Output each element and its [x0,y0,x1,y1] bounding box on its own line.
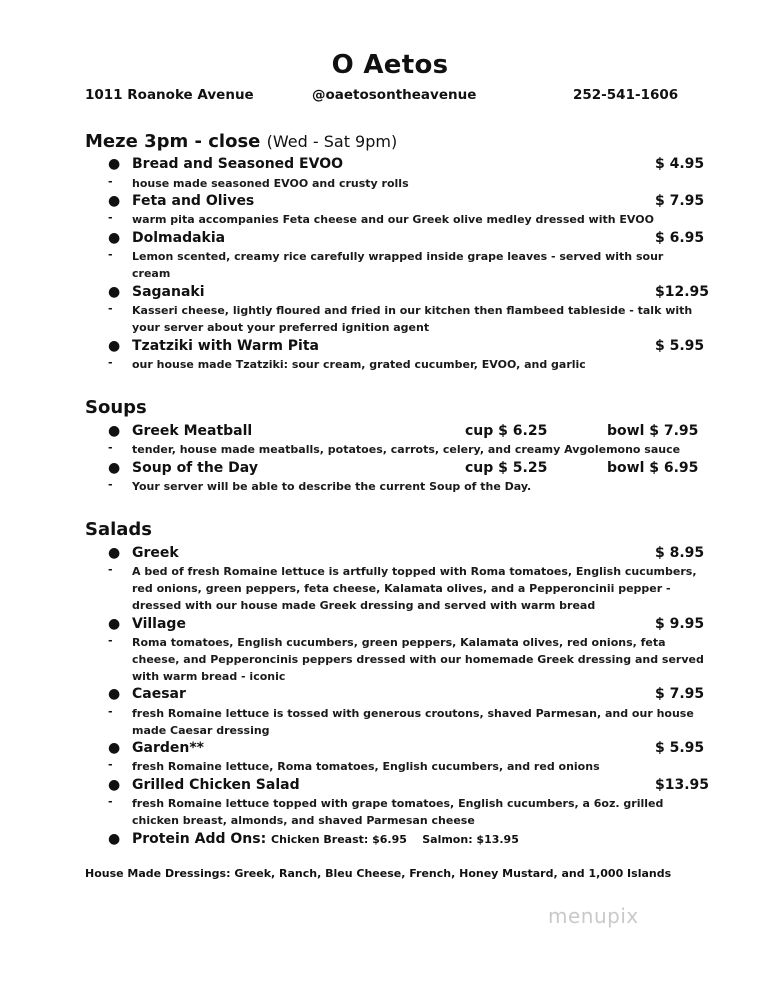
dash-icon: - [108,441,113,454]
cup-price: cup $ 6.25 [465,423,548,439]
address: 1011 Roanoke Avenue [85,87,254,103]
description-text: Roma tomatoes, English cucumbers, green peppers, Kalamata olives, red onions, feta cheese, and Pepperoncinis peppers dressed with our homemade Greek dressing and served with warm bread - iconic [132,636,704,683]
bullet-icon: ● [108,616,121,632]
menu-title: O Aetos [331,50,449,80]
item-price: $ 6.95 [655,230,705,246]
item-price: $13.95 [655,777,710,793]
item-name: Greek Meatball [132,423,253,439]
bullet-icon: ● [108,338,121,354]
add-ons-prices: Chicken Breast: $6.95 Salmon: $13.95 [271,833,519,846]
item-name: Garden** [132,740,204,756]
dash-icon: - [108,302,113,315]
item-name: Village [132,616,186,632]
dash-icon: - [108,248,113,261]
description-text: A bed of fresh Romaine lettuce is artfully topped with Roma tomatoes, English cucumbers, red onions, green peppers, feta cheese, Kalamata olives, and a Pepperoncinii pepper - dressed with our house made Greek dressing and served with warm bread [132,565,697,612]
bullet-icon: ● [108,284,121,300]
description-text: Kasseri cheese, lightly floured and fried in our kitchen then flambeed tableside - talk with your server about your preferred ignition agent [132,304,693,334]
description-text: warm pita accompanies Feta cheese and our Greek olive medley dressed with EVOO [132,213,654,226]
item-name: Feta and Olives [132,193,255,209]
item-name: Dolmadakia [132,230,226,246]
bowl-price: bowl $ 7.95 [607,423,699,439]
bullet-icon: ● [108,740,121,756]
meze-hours: (Wed - Sat 9pm) [266,132,398,151]
bullet-icon: ● [108,423,121,439]
item-name: Tzatziki with Warm Pita [132,338,319,354]
item-price: $ 9.95 [655,616,705,632]
meze-heading: Meze 3pm - close [85,131,261,152]
section-heading-meze [85,131,397,152]
dash-icon: - [108,211,113,224]
dash-icon: - [108,634,113,647]
item-name: Soup of the Day [132,460,258,476]
watermark-logo: menupix [548,904,639,928]
item-price: $ 8.95 [655,545,705,561]
social-handle: @oaetosontheavenue [312,87,477,103]
bullet-icon: ● [108,545,121,561]
add-ons-line [132,831,519,847]
bullet-icon: ● [108,156,121,172]
add-ons-label: Protein Add Ons: [132,831,267,847]
bowl-price: bowl $ 6.95 [607,460,699,476]
bullet-icon: ● [108,686,121,702]
item-price: $ 7.95 [655,686,705,702]
bullet-icon: ● [108,777,121,793]
description-text: fresh Romaine lettuce topped with grape tomatoes, English cucumbers, a 6oz. grilled chicken breast, almonds, and shaved Parmesan cheese [132,797,664,827]
bullet-icon: ● [108,230,121,246]
house-dressings-note: House Made Dressings: Greek, Ranch, Bleu Cheese, French, Honey Mustard, and 1,000 Islands [85,867,672,880]
section-heading-soups: Soups [85,397,147,418]
item-price: $ 7.95 [655,193,705,209]
dash-icon: - [108,758,113,771]
description-text: tender, house made meatballs, potatoes, carrots, celery, and creamy Avgolemono sauce [132,443,681,456]
dash-icon: - [108,478,113,491]
description-text: fresh Romaine lettuce, Roma tomatoes, English cucumbers, and red onions [132,760,600,773]
description-text: our house made Tzatziki: sour cream, grated cucumber, EVOO, and garlic [132,358,586,371]
cup-price: cup $ 5.25 [465,460,548,476]
description-text: fresh Romaine lettuce is tossed with generous croutons, shaved Parmesan, and our house made Caesar dressing [132,707,694,737]
dash-icon: - [108,563,113,576]
bullet-icon: ● [108,193,121,209]
section-heading-salads: Salads [85,519,153,540]
dash-icon: - [108,705,113,718]
item-price: $ 4.95 [655,156,705,172]
phone-number: 252-541-1606 [573,87,679,103]
item-name: Greek [132,545,179,561]
item-price: $ 5.95 [655,740,705,756]
description-text: house made seasoned EVOO and crusty rolls [132,177,409,190]
item-name: Caesar [132,686,186,702]
item-name: Bread and Seasoned EVOO [132,156,344,172]
dash-icon: - [108,795,113,808]
description-text: Lemon scented, creamy rice carefully wrapped inside grape leaves - served with sour cream [132,250,664,280]
dash-icon: - [108,356,113,369]
item-name: Grilled Chicken Salad [132,777,300,793]
item-price: $12.95 [655,284,710,300]
dash-icon: - [108,175,113,188]
item-price: $ 5.95 [655,338,705,354]
bullet-icon: ● [108,460,121,476]
bullet-icon: ● [108,831,121,847]
item-name: Saganaki [132,284,205,300]
description-text: Your server will be able to describe the current Soup of the Day. [132,480,532,493]
